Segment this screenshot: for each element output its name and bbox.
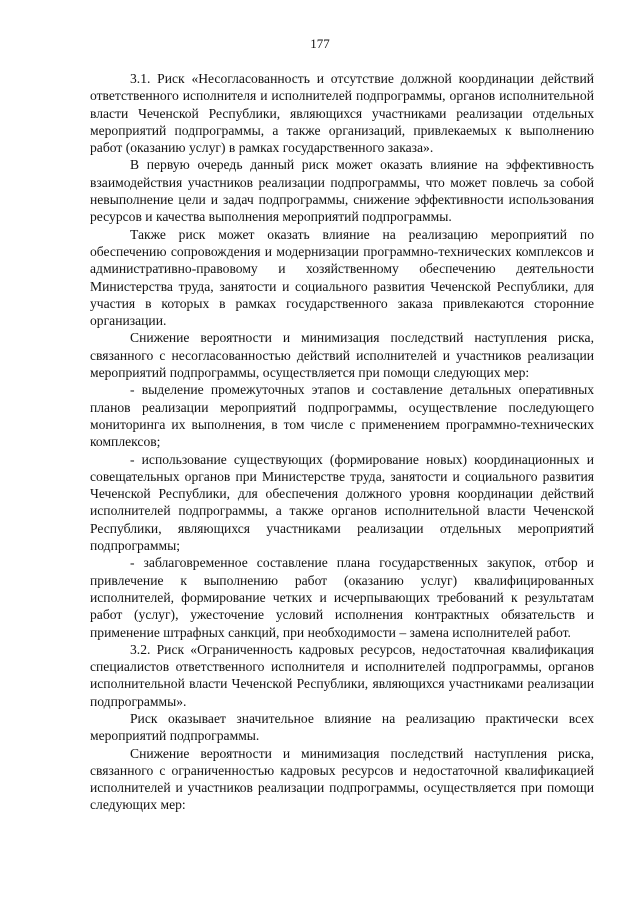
paragraph-mitigation-intro: Снижение вероятности и минимизация последствий наступления риска, связанного с несогласованностью действий исполнителей и участников реализации мероприятий подпрограммы, осуществляется при помощи следующих мер: <box>90 330 594 381</box>
paragraph-also-risk: Также риск может оказать влияние на реализацию мероприятий по обеспечению сопровождения и модернизации программно-технических комплексов и административно-правовому и хозяйственному обеспечению деятельности Министерства труда, занятости и социального развития Чеченской Республики, для участия в которых в рамках государственного заказа привлекаются сторонние организации. <box>90 226 594 329</box>
risk-3-2-heading: 3.2. Риск «Ограниченность кадровых ресурсов, недостаточная квалификация специалистов ответственного исполнителя и исполнителей подпрограммы, органов исполнительной власти Чеченской Республики, являющихся участниками реализации подпрограммы». <box>90 641 594 709</box>
list-item: - использование существующих (формирование новых) координационных и совещательных органов при Министерстве труда, занятости и социального развития Чеченской Республики, для обеспечения должного уровня координации действий исполнителей подпрограммы, а также органов исполнительной власти Чеченской Республики, являющихся участниками реализации отдельных мероприятий подпрограммы; <box>90 451 594 554</box>
list-item: - выделение промежуточных этапов и составление детальных оперативных планов реализации мероприятий подпрограммы, осуществление последующего мониторинга их выполнения, в том числе с применением программно-технических комплексов; <box>90 382 594 450</box>
paragraph-risk-influence: Риск оказывает значительное влияние на реализацию практически всех мероприятий подпрограммы. <box>90 710 594 744</box>
risk-3-1-heading: 3.1. Риск «Несогласованность и отсутствие должной координации действий ответственного исполнителя и исполнителей подпрограммы, органов исполнительной власти Чеченской Республики, являющихся участниками реализации отдельных мероприятий подпрограммы, а также организаций, привлекаемых к выполнению работ (оказанию услуг) в рамках государственного заказа». <box>90 71 594 156</box>
list-item: - заблаговременное составление плана государственных закупок, отбор и привлечение к выполнению работ (оказанию услуг) квалифицированных исполнителей, формирование четких и исчерпывающих требований к результатам работ (услуг), ужесточение условий исполнения контрактных обязательств и применение штрафных санкций, при необходимости – замена исполнителей работ. <box>90 555 594 640</box>
paragraph-mitigation-intro-2: Снижение вероятности и минимизация последствий наступления риска, связанного с ограниченностью кадровых ресурсов и недостаточной квалификацией исполнителей и участников реализации подпрограммы, осуществляется при помощи следующих мер: <box>90 745 594 813</box>
document-body <box>90 70 594 814</box>
paragraph-impact: В первую очередь данный риск может оказать влияние на эффективность взаимодействия участников реализации подпрограммы, что может повлечь за собой невыполнение цели и задач подпрограммы, снижение эффективности использования ресурсов и качества выполнения мероприятий подпрограммы. <box>90 157 594 225</box>
page-number: 177 <box>310 36 330 51</box>
